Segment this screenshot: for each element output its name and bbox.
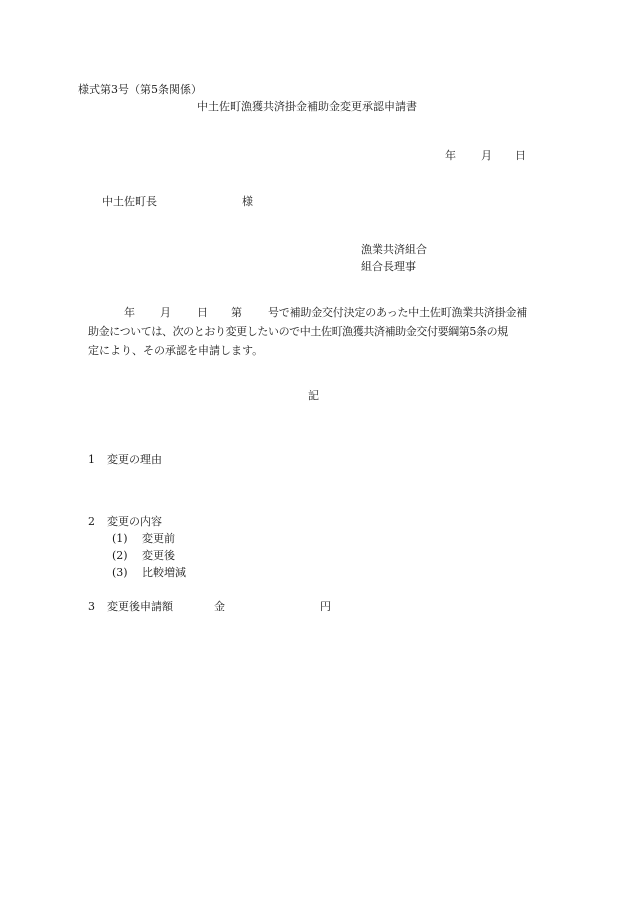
date-month: 月 <box>481 149 492 162</box>
document-title: 中土佐町漁獲共済掛金補助金変更承認申請書 <box>197 100 417 113</box>
sub2-label: 変更後 <box>142 549 175 562</box>
applicant-organization: 漁業共済組合 <box>361 243 427 256</box>
sub2-number: (2) <box>112 549 128 562</box>
body-line3: 定により、その承認を申請します。 <box>88 344 264 357</box>
date-day: 日 <box>515 149 526 162</box>
item3-label: 変更後申請額 <box>107 600 173 613</box>
sub1-number: (1) <box>112 532 128 545</box>
item3-yen: 円 <box>320 600 331 613</box>
date-year: 年 <box>445 149 456 162</box>
item1-label: 変更の理由 <box>107 453 162 466</box>
item1-number: 1 <box>88 453 95 466</box>
sub3-number: (3) <box>112 566 128 579</box>
body-month: 月 <box>160 306 171 319</box>
item2-label: 変更の内容 <box>107 515 162 528</box>
applicant-title: 組合長理事 <box>361 260 416 273</box>
item3-number: 3 <box>88 600 95 613</box>
item3-kin: 金 <box>214 600 225 613</box>
body-line2: 助金については、次のとおり変更したいので中土佐町漁獲共済補助金交付要綱第5条の規 <box>88 325 508 338</box>
sub3-label: 比較増減 <box>142 566 186 579</box>
form-number: 様式第3号（第5条関係） <box>78 83 202 96</box>
body-day: 日 <box>197 306 208 319</box>
addressee-honorific: 様 <box>242 195 253 208</box>
ki-heading: 記 <box>308 389 319 402</box>
item2-number: 2 <box>88 515 95 528</box>
body-year: 年 <box>124 306 135 319</box>
addressee-name: 中土佐町長 <box>102 195 157 208</box>
sub1-label: 変更前 <box>142 532 175 545</box>
body-dai: 第 <box>231 306 242 319</box>
body-line1-text: 号で補助金交付決定のあった中土佐町漁業共済掛金補 <box>268 306 528 319</box>
